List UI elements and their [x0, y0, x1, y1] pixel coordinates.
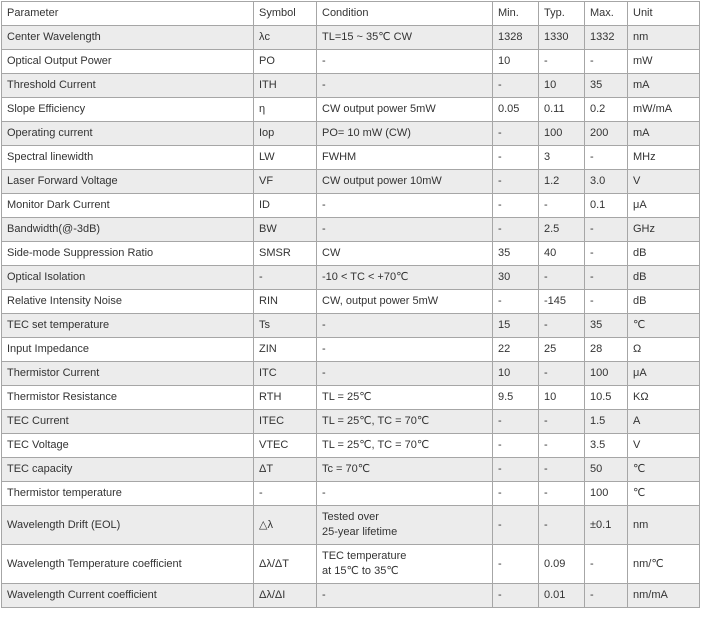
header-symbol: Symbol: [254, 2, 317, 26]
cell-min: -: [493, 218, 539, 242]
table-row: [2, 218, 700, 242]
cell-typ: -: [539, 482, 585, 506]
table-row: [2, 122, 700, 146]
cell-max: -: [585, 266, 628, 290]
table-row: [2, 26, 700, 50]
cell-condition: TL=15 ~ 35℃ CW: [317, 26, 493, 50]
table-row: [2, 434, 700, 458]
cell-min: -: [493, 74, 539, 98]
cell-typ: -: [539, 506, 585, 545]
cell-condition: -: [317, 314, 493, 338]
cell-max: 3.0: [585, 170, 628, 194]
cell-condition: -10 < TC < +70℃: [317, 266, 493, 290]
cell-unit: nm/mA: [628, 584, 700, 608]
cell-symbol: RIN: [254, 290, 317, 314]
cell-unit: ℃: [628, 314, 700, 338]
cell-unit: μA: [628, 362, 700, 386]
cell-symbol: -: [254, 266, 317, 290]
cell-min: -: [493, 584, 539, 608]
cell-symbol: λc: [254, 26, 317, 50]
cell-min: 35: [493, 242, 539, 266]
cell-min: -: [493, 458, 539, 482]
cell-condition: -: [317, 50, 493, 74]
cell-min: 22: [493, 338, 539, 362]
cell-parameter: Wavelength Current coefficient: [2, 584, 254, 608]
table-row: [2, 242, 700, 266]
cell-unit: dB: [628, 290, 700, 314]
cell-parameter: Wavelength Temperature coefficient: [2, 545, 254, 584]
header-row: [2, 2, 700, 26]
cell-typ: 25: [539, 338, 585, 362]
header-max: Max.: [585, 2, 628, 26]
cell-unit: dB: [628, 242, 700, 266]
cell-condition: CW output power 10mW: [317, 170, 493, 194]
cell-symbol: Iop: [254, 122, 317, 146]
cell-min: 10: [493, 50, 539, 74]
cell-parameter: Relative Intensity Noise: [2, 290, 254, 314]
cell-symbol: △λ: [254, 506, 317, 545]
condition-line: TEC temperature: [322, 550, 407, 562]
cell-unit: V: [628, 434, 700, 458]
cell-parameter: Side-mode Suppression Ratio: [2, 242, 254, 266]
table-row: [2, 584, 700, 608]
cell-symbol: VTEC: [254, 434, 317, 458]
cell-unit: ℃: [628, 458, 700, 482]
cell-condition: -: [317, 584, 493, 608]
table-row: [2, 410, 700, 434]
cell-symbol: Δλ/ΔT: [254, 545, 317, 584]
table-row: [2, 50, 700, 74]
cell-typ: 10: [539, 74, 585, 98]
header-min: Min.: [493, 2, 539, 26]
cell-min: -: [493, 194, 539, 218]
header-condition: Condition: [317, 2, 493, 26]
cell-unit: mW: [628, 50, 700, 74]
cell-parameter: Laser Forward Voltage: [2, 170, 254, 194]
cell-max: -: [585, 545, 628, 584]
cell-unit: GHz: [628, 218, 700, 242]
table-row: [2, 170, 700, 194]
cell-max: 35: [585, 74, 628, 98]
cell-unit: ℃: [628, 482, 700, 506]
cell-condition: CW output power 5mW: [317, 98, 493, 122]
header-unit: Unit: [628, 2, 700, 26]
cell-min: 10: [493, 362, 539, 386]
cell-condition: -: [317, 338, 493, 362]
cell-max: 50: [585, 458, 628, 482]
cell-condition: PO= 10 mW (CW): [317, 122, 493, 146]
cell-typ: 2.5: [539, 218, 585, 242]
table-row: [2, 545, 700, 584]
cell-max: -: [585, 50, 628, 74]
cell-symbol: ID: [254, 194, 317, 218]
cell-typ: -: [539, 194, 585, 218]
cell-typ: 0.09: [539, 545, 585, 584]
cell-parameter: Input Impedance: [2, 338, 254, 362]
cell-max: 3.5: [585, 434, 628, 458]
cell-max: 1.5: [585, 410, 628, 434]
cell-parameter: Optical Isolation: [2, 266, 254, 290]
cell-symbol: RTH: [254, 386, 317, 410]
table-row: [2, 98, 700, 122]
cell-typ: 40: [539, 242, 585, 266]
cell-condition: TL = 25℃: [317, 386, 493, 410]
cell-max: 35: [585, 314, 628, 338]
cell-min: -: [493, 170, 539, 194]
cell-parameter: TEC Current: [2, 410, 254, 434]
cell-parameter: Optical Output Power: [2, 50, 254, 74]
cell-max: -: [585, 218, 628, 242]
cell-condition: FWHM: [317, 146, 493, 170]
cell-parameter: TEC Voltage: [2, 434, 254, 458]
table-row: [2, 194, 700, 218]
cell-unit: mA: [628, 122, 700, 146]
table-row: [2, 386, 700, 410]
cell-max: 100: [585, 482, 628, 506]
cell-symbol: LW: [254, 146, 317, 170]
cell-typ: 0.01: [539, 584, 585, 608]
table-row: [2, 290, 700, 314]
cell-parameter: Monitor Dark Current: [2, 194, 254, 218]
cell-min: -: [493, 545, 539, 584]
cell-parameter: Threshold Current: [2, 74, 254, 98]
table-row: [2, 146, 700, 170]
header-parameter: Parameter: [2, 2, 254, 26]
cell-typ: -: [539, 458, 585, 482]
cell-symbol: ITEC: [254, 410, 317, 434]
cell-min: -: [493, 482, 539, 506]
cell-parameter: Wavelength Drift (EOL): [2, 506, 254, 545]
cell-max: -: [585, 146, 628, 170]
cell-symbol: ΔT: [254, 458, 317, 482]
cell-typ: 1.2: [539, 170, 585, 194]
header-typ: Typ.: [539, 2, 585, 26]
cell-max: 0.2: [585, 98, 628, 122]
cell-parameter: Thermistor Resistance: [2, 386, 254, 410]
cell-typ: 100: [539, 122, 585, 146]
cell-condition: -: [317, 362, 493, 386]
cell-parameter: Thermistor temperature: [2, 482, 254, 506]
cell-condition: -: [317, 74, 493, 98]
cell-parameter: Operating current: [2, 122, 254, 146]
cell-condition: -: [317, 482, 493, 506]
cell-typ: 3: [539, 146, 585, 170]
spec-table: [1, 1, 700, 608]
cell-typ: -145: [539, 290, 585, 314]
cell-unit: Ω: [628, 338, 700, 362]
table-row: [2, 506, 700, 545]
cell-condition: TL = 25℃, TC = 70℃: [317, 434, 493, 458]
cell-parameter: Center Wavelength: [2, 26, 254, 50]
cell-max: -: [585, 584, 628, 608]
cell-unit: μA: [628, 194, 700, 218]
cell-max: 28: [585, 338, 628, 362]
condition-line: at 15℃ to 35℃: [322, 565, 399, 577]
cell-unit: mA: [628, 74, 700, 98]
cell-max: -: [585, 242, 628, 266]
table-row: [2, 266, 700, 290]
cell-symbol: Ts: [254, 314, 317, 338]
cell-unit: nm/℃: [628, 545, 700, 584]
cell-max: 200: [585, 122, 628, 146]
cell-typ: -: [539, 266, 585, 290]
cell-min: 30: [493, 266, 539, 290]
cell-condition: TL = 25℃, TC = 70℃: [317, 410, 493, 434]
cell-parameter: TEC capacity: [2, 458, 254, 482]
cell-condition: -: [317, 194, 493, 218]
cell-unit: dB: [628, 266, 700, 290]
cell-max: 10.5: [585, 386, 628, 410]
cell-unit: A: [628, 410, 700, 434]
cell-symbol: Δλ/ΔI: [254, 584, 317, 608]
condition-line: Tested over: [322, 511, 379, 523]
cell-min: -: [493, 146, 539, 170]
cell-min: 0.05: [493, 98, 539, 122]
cell-symbol: PO: [254, 50, 317, 74]
cell-max: ±0.1: [585, 506, 628, 545]
cell-unit: mW/mA: [628, 98, 700, 122]
cell-condition: [317, 545, 493, 584]
cell-min: 15: [493, 314, 539, 338]
cell-parameter: Spectral linewidth: [2, 146, 254, 170]
cell-max: -: [585, 290, 628, 314]
cell-max: 100: [585, 362, 628, 386]
cell-symbol: VF: [254, 170, 317, 194]
cell-typ: -: [539, 50, 585, 74]
cell-parameter: TEC set temperature: [2, 314, 254, 338]
cell-unit: V: [628, 170, 700, 194]
cell-condition: CW: [317, 242, 493, 266]
cell-unit: nm: [628, 26, 700, 50]
cell-parameter: Bandwidth(@-3dB): [2, 218, 254, 242]
cell-condition: [317, 506, 493, 545]
cell-min: -: [493, 434, 539, 458]
cell-min: -: [493, 290, 539, 314]
cell-min: -: [493, 506, 539, 545]
table-row: [2, 314, 700, 338]
cell-condition: -: [317, 218, 493, 242]
cell-min: 1328: [493, 26, 539, 50]
cell-typ: -: [539, 434, 585, 458]
condition-line: 25-year lifetime: [322, 526, 398, 538]
cell-symbol: -: [254, 482, 317, 506]
cell-typ: -: [539, 362, 585, 386]
cell-symbol: SMSR: [254, 242, 317, 266]
cell-symbol: η: [254, 98, 317, 122]
cell-typ: 10: [539, 386, 585, 410]
cell-symbol: ITH: [254, 74, 317, 98]
cell-max: 1332: [585, 26, 628, 50]
cell-unit: KΩ: [628, 386, 700, 410]
cell-symbol: BW: [254, 218, 317, 242]
cell-condition: CW, output power 5mW: [317, 290, 493, 314]
cell-symbol: ITC: [254, 362, 317, 386]
cell-parameter: Slope Efficiency: [2, 98, 254, 122]
cell-min: -: [493, 410, 539, 434]
table-row: [2, 458, 700, 482]
cell-typ: -: [539, 314, 585, 338]
cell-typ: 1330: [539, 26, 585, 50]
cell-min: -: [493, 122, 539, 146]
cell-unit: nm: [628, 506, 700, 545]
table-row: [2, 482, 700, 506]
cell-condition: Tc = 70℃: [317, 458, 493, 482]
table-row: [2, 338, 700, 362]
table-row: [2, 74, 700, 98]
cell-min: 9.5: [493, 386, 539, 410]
cell-symbol: ZIN: [254, 338, 317, 362]
cell-max: 0.1: [585, 194, 628, 218]
cell-unit: MHz: [628, 146, 700, 170]
cell-parameter: Thermistor Current: [2, 362, 254, 386]
cell-typ: -: [539, 410, 585, 434]
cell-typ: 0.11: [539, 98, 585, 122]
table-row: [2, 362, 700, 386]
